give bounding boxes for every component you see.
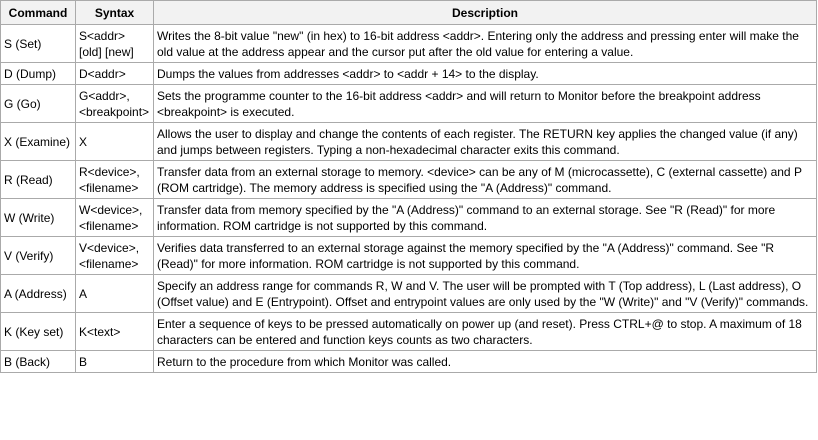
syntax-cell: K<text> [76, 313, 154, 351]
header-command: Command [1, 1, 76, 25]
header-description: Description [154, 1, 817, 25]
command-cell: R (Read) [1, 161, 76, 199]
syntax-cell: W<device>, <filename> [76, 199, 154, 237]
syntax-cell: X [76, 123, 154, 161]
description-cell: Writes the 8-bit value "new" (in hex) to 16-bit address <addr>. Entering only the address and pressing enter will make the old value at the address appear and the cursor put after the old value for entering a value. [154, 25, 817, 63]
table-row [1, 275, 817, 313]
header-syntax: Syntax [76, 1, 154, 25]
syntax-cell: V<device>, <filename> [76, 237, 154, 275]
description-cell: Sets the programme counter to the 16-bit address <addr> and will return to Monitor before the breakpoint address <breakpoint> is executed. [154, 85, 817, 123]
description-cell: Verifies data transferred to an external storage against the memory specified by the "A (Address)" command. See "R (Read)" for more information. ROM cartridge is not supported by this command. [154, 237, 817, 275]
table-row [1, 63, 817, 85]
table-row [1, 25, 817, 63]
description-cell: Enter a sequence of keys to be pressed automatically on power up (and reset). Press CTRL+@ to stop. A maximum of 18 characters can be entered and function keys counts as two characters. [154, 313, 817, 351]
command-cell: A (Address) [1, 275, 76, 313]
description-cell: Dumps the values from addresses <addr> to <addr + 14> to the display. [154, 63, 817, 85]
table-row [1, 313, 817, 351]
command-cell: X (Examine) [1, 123, 76, 161]
description-cell: Return to the procedure from which Monitor was called. [154, 351, 817, 373]
table-row [1, 237, 817, 275]
description-cell: Transfer data from an external storage to memory. <device> can be any of M (microcassette), C (external cassette) and P (ROM cartridge). The memory address is specified using the "A (Address)" command. [154, 161, 817, 199]
command-cell: G (Go) [1, 85, 76, 123]
syntax-cell: A [76, 275, 154, 313]
syntax-cell: S<addr> [old] [new] [76, 25, 154, 63]
syntax-cell: R<device>, <filename> [76, 161, 154, 199]
command-cell: D (Dump) [1, 63, 76, 85]
command-cell: K (Key set) [1, 313, 76, 351]
table-row [1, 123, 817, 161]
command-cell: B (Back) [1, 351, 76, 373]
syntax-cell: B [76, 351, 154, 373]
syntax-cell: G<addr>, <breakpoint> [76, 85, 154, 123]
table-row [1, 199, 817, 237]
command-cell: S (Set) [1, 25, 76, 63]
description-cell: Transfer data from memory specified by the "A (Address)" command to an external storage. See "R (Read)" for more information. ROM cartridge is not supported by this command. [154, 199, 817, 237]
table-row [1, 351, 817, 373]
command-cell: W (Write) [1, 199, 76, 237]
command-cell: V (Verify) [1, 237, 76, 275]
description-cell: Allows the user to display and change the contents of each register. The RETURN key applies the changed value (if any) and jumps between registers. Typing a non-hexadecimal character exits this command. [154, 123, 817, 161]
table-header-row [1, 1, 817, 25]
description-cell: Specify an address range for commands R, W and V. The user will be prompted with T (Top address), L (Last address), O (Offset value) and E (Entrypoint). Offset and entrypoint values are only used by the "W (Write)" and "V (Verify)" commands. [154, 275, 817, 313]
table-row [1, 85, 817, 123]
syntax-cell: D<addr> [76, 63, 154, 85]
table-row [1, 161, 817, 199]
